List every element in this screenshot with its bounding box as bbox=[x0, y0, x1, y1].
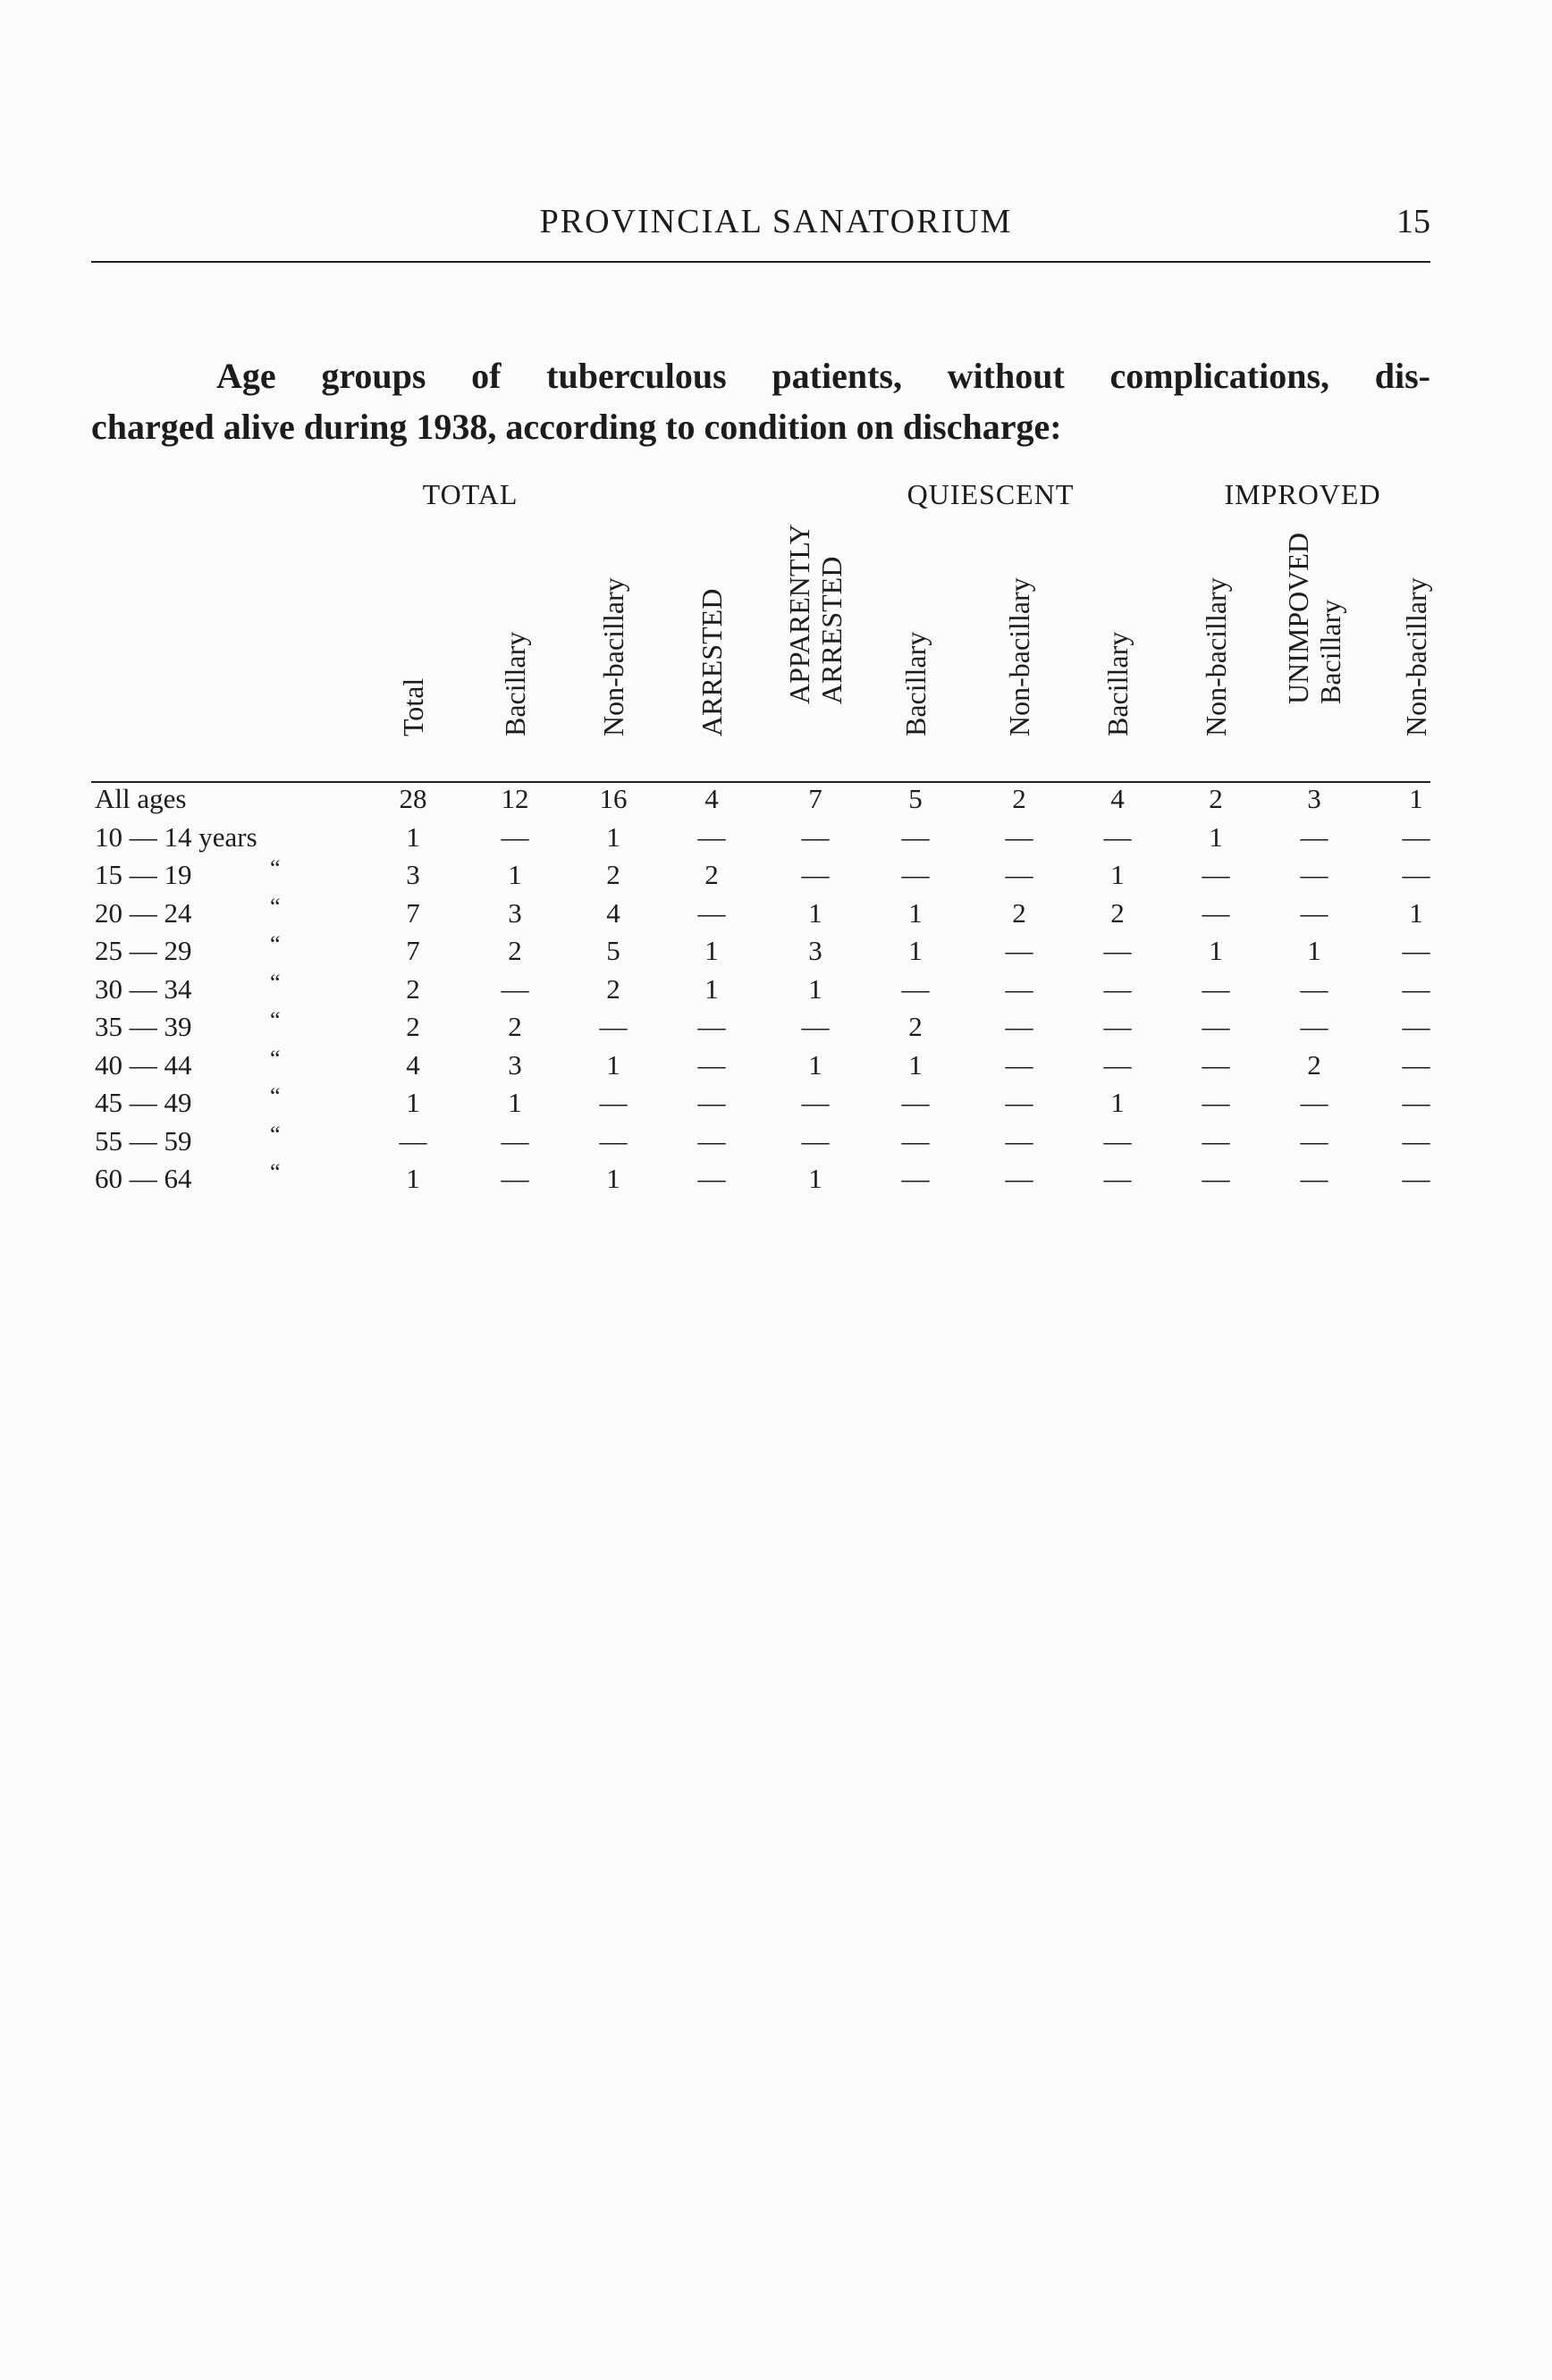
group-heading-improved: IMPROVED bbox=[1224, 478, 1381, 510]
age-group-text: 45 — 49 bbox=[95, 1087, 192, 1118]
table-cell: 2 bbox=[704, 859, 719, 890]
ditto-mark: “ bbox=[270, 893, 281, 920]
ditto-mark: “ bbox=[270, 1083, 281, 1109]
column-heading bbox=[866, 499, 965, 769]
column-heading bbox=[766, 499, 865, 769]
age-group-label bbox=[95, 855, 281, 891]
table-cell: 7 bbox=[406, 896, 420, 929]
table-cell: — bbox=[1005, 1011, 1033, 1042]
table-cell: 7 bbox=[406, 935, 420, 966]
table-cell: — bbox=[1103, 820, 1132, 853]
table-cell: — bbox=[1202, 1087, 1230, 1118]
table-cell: — bbox=[1103, 1048, 1132, 1081]
table-cell: 2 bbox=[1209, 783, 1223, 814]
table-cell: 2 bbox=[406, 1011, 420, 1042]
table-cell: — bbox=[1402, 972, 1430, 1005]
table-cell: — bbox=[399, 1124, 427, 1156]
table-cell: 4 bbox=[406, 1048, 420, 1081]
table-cell: 2 bbox=[908, 1011, 923, 1042]
table-row bbox=[0, 893, 1552, 933]
table-row bbox=[0, 1159, 1552, 1198]
table-cell: 1 bbox=[606, 1048, 620, 1081]
table-cell: — bbox=[1202, 896, 1230, 929]
column-heading bbox=[564, 499, 662, 769]
table-cell: — bbox=[1103, 1163, 1132, 1194]
table-cell: — bbox=[1402, 1124, 1430, 1156]
age-group-text: 25 — 29 bbox=[95, 935, 192, 966]
table-cell: — bbox=[1402, 1048, 1430, 1081]
table-cell: — bbox=[1103, 972, 1132, 1005]
group-heading-total: TOTAL bbox=[422, 478, 519, 510]
table-cell: — bbox=[801, 1087, 830, 1118]
table-cell: — bbox=[801, 820, 830, 853]
table-cell: 1 bbox=[908, 1048, 923, 1081]
table-cell: — bbox=[697, 1087, 726, 1118]
table-cell: — bbox=[1300, 1011, 1328, 1042]
column-heading bbox=[1167, 499, 1265, 769]
table-cell: 1 bbox=[908, 896, 923, 929]
age-group-text: 55 — 59 bbox=[95, 1124, 192, 1156]
column-heading-label: APPARENTLY ARRESTED bbox=[783, 524, 848, 704]
ditto-mark: “ bbox=[270, 1007, 281, 1033]
table-cell: — bbox=[1103, 1011, 1132, 1042]
ditto-mark: “ bbox=[270, 1045, 281, 1072]
table-row bbox=[0, 1121, 1552, 1161]
table-cell: 1 bbox=[1110, 1087, 1125, 1118]
table-row bbox=[0, 1007, 1552, 1047]
table-cell: 2 bbox=[606, 972, 620, 1005]
table-cell: — bbox=[1402, 859, 1430, 890]
table-cell: 1 bbox=[1307, 935, 1321, 966]
header-rule bbox=[91, 261, 1430, 263]
table-cell: 2 bbox=[508, 935, 522, 966]
column-heading-label: Bacillary bbox=[899, 631, 932, 736]
table-cell: — bbox=[1005, 1124, 1033, 1156]
table-cell: — bbox=[901, 1163, 930, 1194]
table-cell: 16 bbox=[599, 783, 628, 814]
table-cell: 4 bbox=[1110, 783, 1125, 814]
table-cell: 5 bbox=[908, 783, 923, 814]
table-cell: — bbox=[1005, 1163, 1033, 1194]
table-cell: — bbox=[1202, 1124, 1230, 1156]
column-heading bbox=[1367, 499, 1465, 769]
age-group-label bbox=[95, 1007, 281, 1043]
table-cell: — bbox=[599, 1124, 628, 1156]
table-cell: — bbox=[1300, 1163, 1328, 1194]
table-cell: 1 bbox=[508, 859, 522, 890]
table-cell: — bbox=[1005, 1087, 1033, 1118]
table-cell: — bbox=[697, 1163, 726, 1194]
table-cell: — bbox=[1202, 972, 1230, 1005]
ditto-mark: “ bbox=[270, 1121, 281, 1148]
table-cell: 2 bbox=[1307, 1048, 1321, 1081]
table-cell: — bbox=[501, 820, 529, 853]
table-cell: — bbox=[1202, 1163, 1230, 1194]
table-cell: — bbox=[501, 1163, 529, 1194]
caption-line-2: charged alive during 1938, according to condition on discharge: bbox=[91, 407, 1062, 447]
table-cell: — bbox=[1005, 935, 1033, 966]
table-cell: — bbox=[1005, 1048, 1033, 1081]
table-cell: — bbox=[697, 820, 726, 853]
table-cell: 1 bbox=[808, 896, 822, 929]
table-cell: 1 bbox=[606, 1163, 620, 1194]
table-cell: — bbox=[697, 896, 726, 929]
age-group-text: 60 — 64 bbox=[95, 1163, 192, 1194]
caption-line-1: Age groups of tuberculous patients, without complications, dis- bbox=[216, 356, 1430, 396]
page-header-title: PROVINCIAL SANATORIUM bbox=[539, 203, 1013, 240]
table-cell: — bbox=[801, 1011, 830, 1042]
table-cell: — bbox=[599, 1011, 628, 1042]
table-cell: 1 bbox=[704, 935, 719, 966]
table-cell: 2 bbox=[1110, 896, 1125, 929]
age-group-label bbox=[95, 821, 257, 854]
table-cell: 1 bbox=[908, 935, 923, 966]
group-heading-quiescent: QUIESCENT bbox=[907, 478, 1075, 510]
table-cell: 12 bbox=[501, 783, 529, 814]
column-heading-label: Non-bacillary bbox=[1400, 577, 1432, 736]
table-cell: 1 bbox=[606, 820, 620, 853]
column-heading-label: Bacillary bbox=[1101, 631, 1134, 736]
table-row bbox=[0, 821, 1552, 857]
column-heading-label: Non-bacillary bbox=[1200, 577, 1232, 736]
table-cell: — bbox=[801, 859, 830, 890]
table-cell: 7 bbox=[808, 783, 822, 814]
table-cell: 5 bbox=[606, 935, 620, 966]
table-cell: — bbox=[1005, 859, 1033, 890]
table-cell: — bbox=[901, 859, 930, 890]
table-cell: — bbox=[1402, 1087, 1430, 1118]
table-cell: 28 bbox=[399, 783, 427, 814]
age-group-label bbox=[95, 1045, 281, 1081]
age-group-label bbox=[95, 1121, 281, 1157]
column-heading bbox=[970, 499, 1068, 769]
table-cell: 1 bbox=[704, 972, 719, 1005]
table-cell: 1 bbox=[1209, 820, 1223, 853]
age-group-label bbox=[95, 931, 281, 967]
column-heading-label: ARRESTED bbox=[696, 588, 728, 736]
column-heading bbox=[662, 499, 761, 769]
table-cell: — bbox=[1202, 859, 1230, 890]
table-cell: — bbox=[801, 1124, 830, 1156]
table-cell: 3 bbox=[406, 859, 420, 890]
table-cell: — bbox=[901, 820, 930, 853]
ditto-mark: “ bbox=[270, 969, 281, 996]
column-heading-label: UNIMPOVED Bacillary bbox=[1282, 533, 1346, 704]
table-cell: — bbox=[501, 1124, 529, 1156]
page-number: 15 bbox=[1396, 203, 1430, 240]
table-cell: — bbox=[1402, 1163, 1430, 1194]
table-cell: — bbox=[1300, 1087, 1328, 1118]
column-heading-label: Non-bacillary bbox=[1003, 577, 1035, 736]
age-group-text: 30 — 34 bbox=[95, 972, 192, 1005]
table-row bbox=[0, 783, 1552, 819]
table-cell: — bbox=[1402, 1011, 1430, 1042]
table-cell: 1 bbox=[406, 820, 420, 853]
table-cell: — bbox=[1300, 1124, 1328, 1156]
age-group-label bbox=[95, 1083, 281, 1119]
age-group-label bbox=[95, 783, 186, 815]
table-cell: 1 bbox=[1209, 935, 1223, 966]
age-group-text: 10 — 14 years bbox=[95, 820, 257, 853]
ditto-mark: “ bbox=[270, 855, 281, 881]
table-cell: — bbox=[1103, 935, 1132, 966]
column-heading-label: Non-bacillary bbox=[597, 577, 629, 736]
table-row bbox=[0, 931, 1552, 971]
table-cell: — bbox=[1005, 972, 1033, 1005]
table-row bbox=[0, 969, 1552, 1009]
table-cell: 1 bbox=[808, 972, 822, 1005]
column-heading-label: Bacillary bbox=[499, 631, 531, 736]
column-heading-label: Total bbox=[397, 677, 429, 736]
table-cell: 1 bbox=[808, 1163, 822, 1194]
table-cell: — bbox=[1402, 935, 1430, 966]
table-row bbox=[0, 1045, 1552, 1085]
column-heading bbox=[1265, 499, 1363, 769]
age-group-label bbox=[95, 893, 281, 929]
table-cell: — bbox=[1402, 820, 1430, 853]
ditto-mark: “ bbox=[270, 1159, 281, 1185]
table-cell: 2 bbox=[508, 1011, 522, 1042]
table-cell: — bbox=[901, 972, 930, 1005]
table-cell: 3 bbox=[508, 896, 522, 929]
table-row bbox=[0, 1083, 1552, 1123]
table-cell: — bbox=[1202, 1048, 1230, 1081]
table-cell: 3 bbox=[808, 935, 822, 966]
table-caption bbox=[91, 350, 1430, 452]
ditto-mark: “ bbox=[270, 931, 281, 957]
table-cell: 1 bbox=[1409, 783, 1423, 814]
table-cell: 1 bbox=[508, 1087, 522, 1118]
table-cell: 1 bbox=[406, 1087, 420, 1118]
table-cell: — bbox=[1300, 896, 1328, 929]
table-cell: — bbox=[901, 1087, 930, 1118]
table-cell: — bbox=[1103, 1124, 1132, 1156]
table-cell: — bbox=[599, 1087, 628, 1118]
table-cell: 2 bbox=[1012, 896, 1026, 929]
table-cell: 1 bbox=[406, 1163, 420, 1194]
table-cell: — bbox=[1300, 820, 1328, 853]
table-cell: 4 bbox=[704, 783, 719, 814]
table-cell: — bbox=[1202, 1011, 1230, 1042]
table-cell: — bbox=[697, 1124, 726, 1156]
table-cell: 2 bbox=[1012, 783, 1026, 814]
column-heading bbox=[466, 499, 564, 769]
column-heading bbox=[1068, 499, 1167, 769]
age-group-text: All ages bbox=[95, 783, 187, 814]
table-cell: 2 bbox=[406, 972, 420, 1005]
table-cell: 4 bbox=[606, 896, 620, 929]
age-group-label bbox=[95, 969, 281, 1005]
table-cell: — bbox=[501, 972, 529, 1005]
table-cell: 1 bbox=[808, 1048, 822, 1081]
age-group-label bbox=[95, 1159, 281, 1195]
table-cell: — bbox=[901, 1124, 930, 1156]
table-cell: 3 bbox=[508, 1048, 522, 1081]
table-cell: — bbox=[1300, 972, 1328, 1005]
age-group-text: 20 — 24 bbox=[95, 896, 192, 929]
age-group-text: 15 — 19 bbox=[95, 859, 192, 890]
table-row bbox=[0, 855, 1552, 895]
table-cell: — bbox=[1005, 820, 1033, 853]
table-cell: 1 bbox=[1409, 896, 1423, 929]
table-cell: 2 bbox=[606, 859, 620, 890]
column-heading bbox=[364, 499, 462, 769]
table-cell: — bbox=[697, 1011, 726, 1042]
table-cell: 1 bbox=[1110, 859, 1125, 890]
table-cell: — bbox=[697, 1048, 726, 1081]
age-group-text: 35 — 39 bbox=[95, 1011, 192, 1042]
age-group-text: 40 — 44 bbox=[95, 1048, 192, 1081]
table-cell: 3 bbox=[1307, 783, 1321, 814]
table-cell: — bbox=[1300, 859, 1328, 890]
